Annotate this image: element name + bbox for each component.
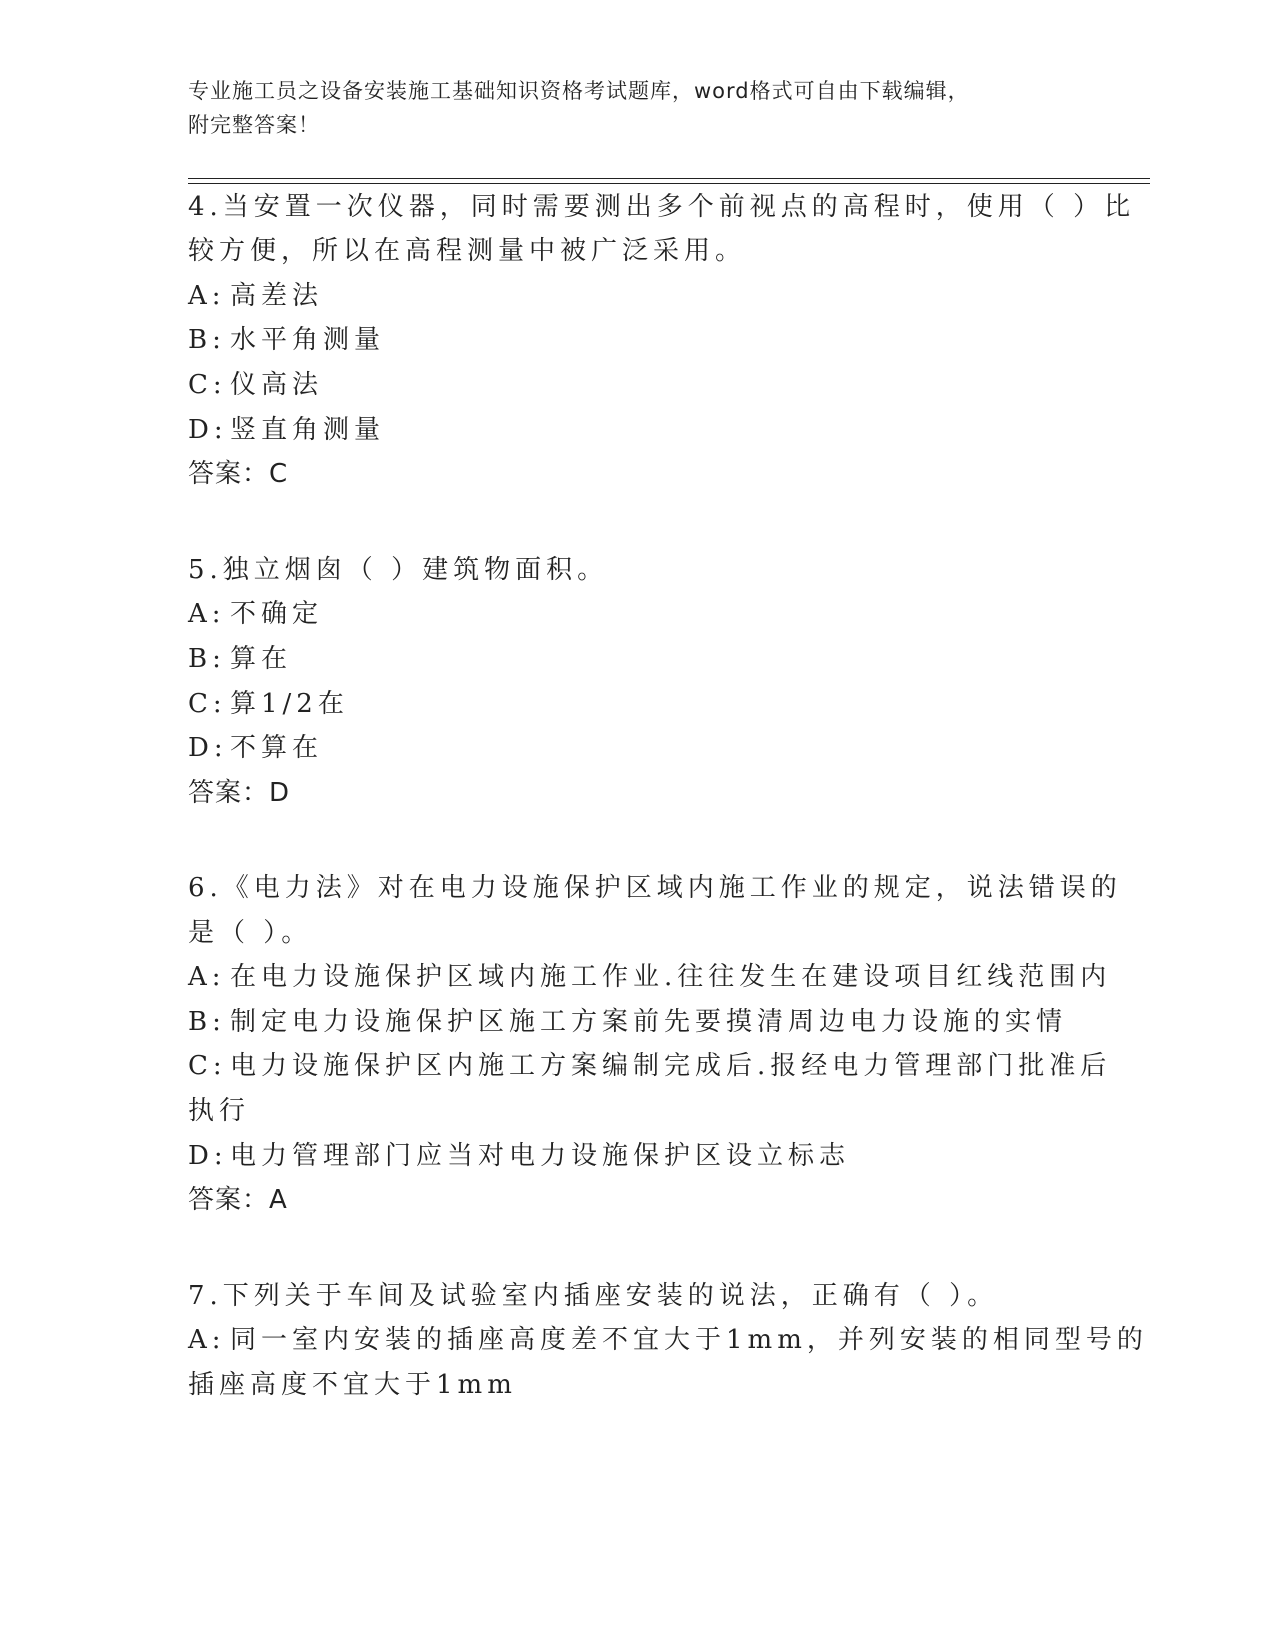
option-text: 在电力设施保护区域内施工作业.往往发生在建设项目红线范围内: [230, 962, 1112, 992]
question-5-option-a: [188, 597, 1088, 631]
option-key: D:: [188, 733, 228, 763]
question-4-answer: 答案：C: [188, 459, 289, 489]
option-text: 水平角测量: [230, 325, 386, 355]
question-6-stem-line-1: 6.《电力法》对在电力设施保护区域内施工作业的规定，说法错误的: [188, 873, 1122, 903]
question-6-option-c-continued: 执行: [188, 1096, 251, 1126]
option-key: B:: [188, 644, 226, 674]
option-text: 算1/2在: [230, 689, 349, 719]
question-4-stem-line-2: 较方便，所以在高程测量中被广泛采用。: [188, 236, 747, 266]
question-5-answer: 答案：D: [188, 778, 291, 808]
question-4-option-c: [188, 368, 1088, 402]
question-5-option-d: [188, 731, 1088, 765]
option-text: 仪高法: [230, 370, 324, 400]
header-divider-bottom: [188, 183, 1150, 184]
option-text: 高差法: [230, 281, 324, 311]
option-key: C:: [188, 1051, 227, 1081]
option-key: D:: [188, 1141, 228, 1171]
option-text: 不算在: [230, 733, 324, 763]
option-key: A:: [188, 1325, 226, 1355]
option-key: A:: [188, 281, 226, 311]
option-text: 不确定: [230, 599, 324, 629]
question-5-option-b: [188, 642, 1088, 676]
question-7-option-a-continued: 插座高度不宜大于1mm: [188, 1370, 517, 1400]
option-key: C:: [188, 689, 227, 719]
question-4-option-a: [188, 279, 1088, 313]
question-7-option-a: [188, 1323, 1148, 1357]
option-text: 同一室内安装的插座高度差不宜大于1mm，并列安装的相同型号的: [230, 1325, 1148, 1355]
header-divider-top: [188, 178, 1150, 179]
question-6-stem-line-2: 是（ ）。: [188, 918, 313, 948]
header-line-1: 专业施工员之设备安装施工基础知识资格考试题库，word格式可自由下载编辑，: [188, 79, 970, 103]
question-5-option-c: [188, 687, 1088, 721]
option-key: B:: [188, 325, 226, 355]
option-key: B:: [188, 1007, 226, 1037]
document-header: [188, 74, 1068, 142]
question-4-option-b: [188, 323, 1088, 357]
option-key: A:: [188, 599, 226, 629]
question-6-option-a: [188, 960, 1112, 994]
option-text: 竖直角测量: [230, 415, 386, 445]
question-5-stem-line-1: 5.独立烟囱（ ）建筑物面积。: [188, 555, 609, 585]
option-key: C:: [188, 370, 227, 400]
option-text: 制定电力设施保护区施工方案前先要摸清周边电力设施的实情: [230, 1007, 1068, 1037]
question-7-stem-line-1: 7.下列关于车间及试验室内插座安装的说法，正确有（ ）。: [188, 1281, 999, 1311]
option-text: 电力管理部门应当对电力设施保护区设立标志: [230, 1141, 851, 1171]
option-text: 算在: [230, 644, 293, 674]
option-text: 电力设施保护区内施工方案编制完成后.报经电力管理部门批准后: [230, 1051, 1112, 1081]
question-6-answer: 答案：A: [188, 1185, 288, 1215]
option-key: D:: [188, 415, 228, 445]
question-4-stem-line-1: 4.当安置一次仪器，同时需要测出多个前视点的高程时，使用（ ）比: [188, 192, 1136, 222]
option-key: A:: [188, 962, 226, 992]
question-4-option-d: [188, 413, 1088, 447]
question-6-option-b: [188, 1005, 1088, 1039]
question-6-option-c: [188, 1049, 1112, 1083]
question-6-option-d: [188, 1139, 1088, 1173]
header-line-2: 附完整答案！: [188, 113, 320, 137]
